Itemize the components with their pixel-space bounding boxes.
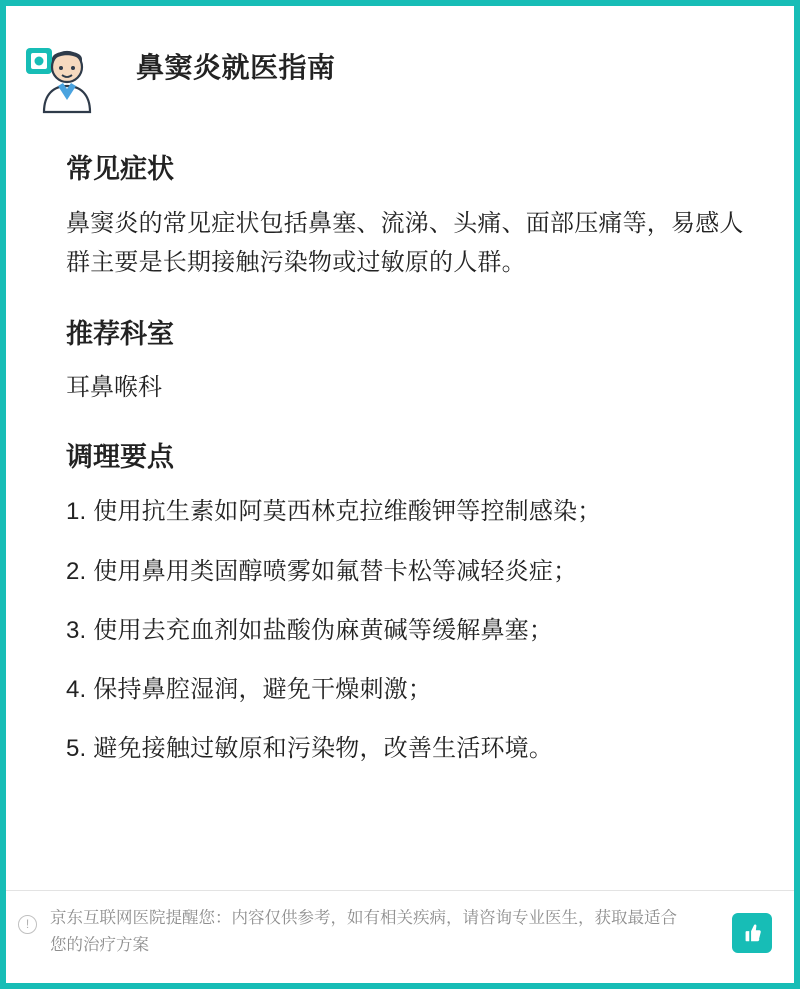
- page-title: 鼻窦炎就医指南: [136, 52, 336, 83]
- footer-bar: [6, 890, 794, 983]
- disclaimer-text: 京东互联网医院提醒您：内容仅供参考，如有相关疾病，请咨询专业医生，获取最适合您的治疗方案: [50, 909, 677, 955]
- list-item: 1. 使用抗生素如阿莫西林克拉维酸钾等控制感染；: [66, 498, 602, 526]
- list-item: 3. 使用去充血剂如盐酸伪麻黄碱等缓解鼻塞；: [66, 616, 554, 644]
- thumbs-up-icon: [741, 922, 763, 944]
- section-body-department: 耳鼻喉科: [66, 374, 162, 402]
- section-heading-department: 推荐科室: [66, 319, 174, 350]
- list-item: 4. 保持鼻腔湿润，避免干燥刺激；: [66, 675, 433, 703]
- document-content: [66, 50, 746, 789]
- section-body-symptoms: 鼻窦炎的常见症状包括鼻塞、流涕、头痛、面部压痛等，易感人群主要是长期接触污染物或过敏原的人群。: [66, 210, 744, 277]
- info-icon: !: [18, 915, 37, 934]
- thumbs-up-button[interactable]: [732, 913, 772, 953]
- tips-list: [66, 493, 746, 767]
- list-item: 5. 避免接触过敏原和污染物，改善生活环境。: [66, 735, 554, 763]
- list-item: 2. 使用鼻用类固醇喷雾如氟替卡松等减轻炎症；: [66, 557, 578, 585]
- section-heading-symptoms: 常见症状: [66, 154, 174, 185]
- section-heading-tips: 调理要点: [66, 442, 174, 473]
